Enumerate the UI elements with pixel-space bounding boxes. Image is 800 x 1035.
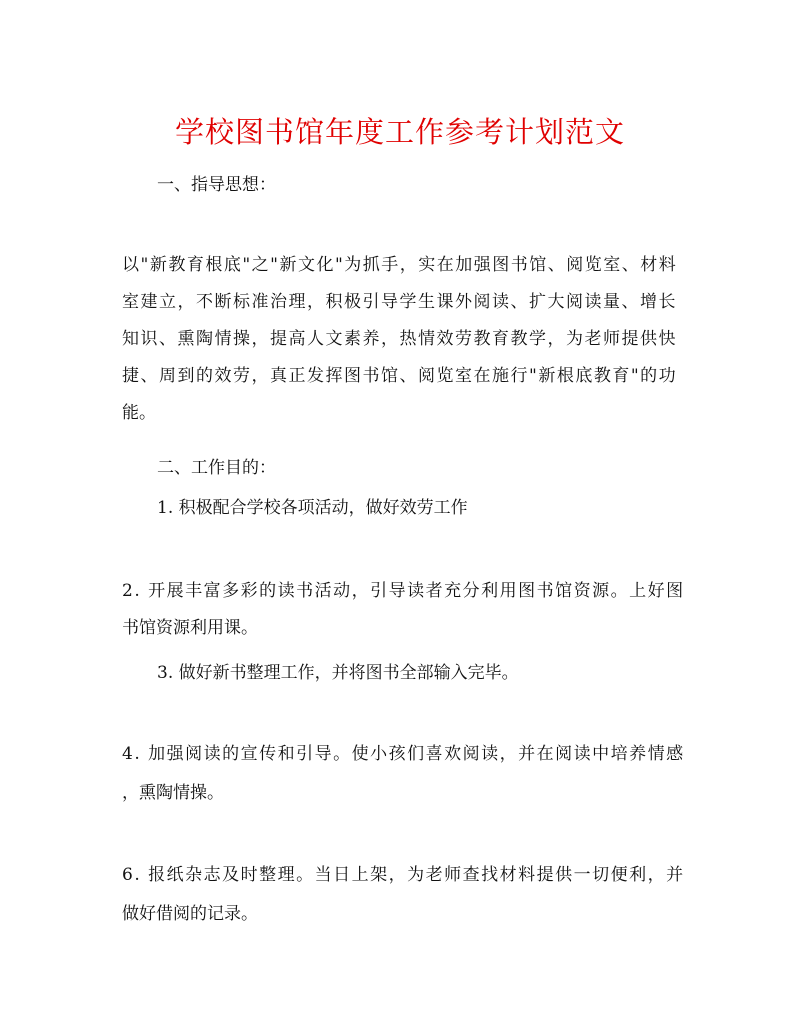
list-item-6-line: 6. 报纸杂志及时整理。当日上架，为老师查找材料提供一切便利，并 <box>122 865 685 885</box>
list-item-3: 3. 做好新书整理工作，并将图书全部输入完毕。 <box>157 663 519 683</box>
section-heading-guiding-ideology: 一、指导思想： <box>157 175 276 195</box>
paragraph-line: 室建立，不断标准治理，积极引导学生课外阅读、扩大阅读量、增长 <box>122 292 677 312</box>
list-item-2-line: 2. 开展丰富多彩的读书活动，引导读者充分利用图书馆资源。上好图 <box>122 581 685 601</box>
paragraph-line: 捷、周到的效劳，真正发挥图书馆、阅览室在施行"新根底教育"的功 <box>122 366 678 386</box>
section-heading-work-goals: 二、工作目的： <box>157 458 276 478</box>
list-item-1: 1. 积极配合学校各项活动，做好效劳工作 <box>157 498 468 518</box>
paragraph-line: 能。 <box>122 403 156 423</box>
list-item-4-line: ，熏陶情操。 <box>122 783 224 803</box>
document-title: 学校图书馆年度工作参考计划范文 <box>174 115 625 149</box>
paragraph-line: 知识、熏陶情操，提高人文素养，热情效劳教育教学，为老师提供快 <box>122 329 677 349</box>
list-item-2-line: 书馆资源利用课。 <box>122 618 258 638</box>
list-item-4-line: 4. 加强阅读的宣传和引导。使小孩们喜欢阅读，并在阅读中培养情感 <box>122 744 685 764</box>
list-item-6-line: 做好借阅的记录。 <box>122 904 258 924</box>
paragraph-line: 以"新教育根底"之"新文化"为抓手，实在加强图书馆、阅览室、材料 <box>122 255 678 275</box>
